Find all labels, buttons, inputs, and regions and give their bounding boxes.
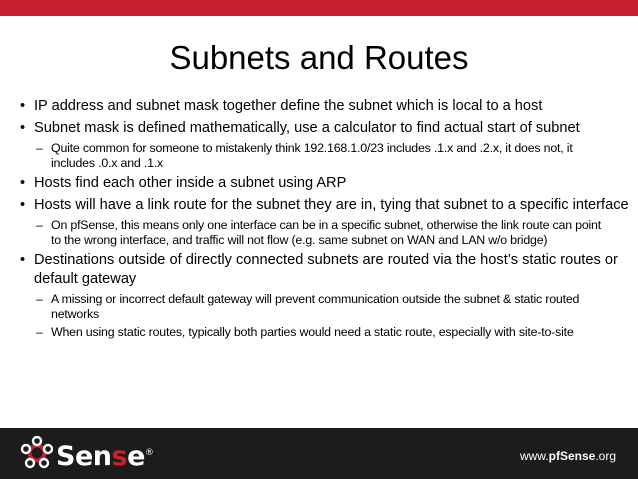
bullet-item (0, 251, 638, 289)
sub-bullet-text: On pfSense, this means only one interface can be in a specific subnet, otherwise the link route can point to the wrong interface, and traffic will not flow (e.g. same subnet on WAN and LAN w/o bridge) (51, 218, 601, 247)
logo-text-s: S (56, 441, 75, 472)
bullet-item (0, 97, 638, 116)
url-suffix: .org (595, 449, 616, 463)
bullet-dot: • (20, 120, 26, 136)
bullet-text: Hosts will have a link route for the subnet they are in, tying that subnet to a specific interface (34, 197, 629, 213)
sub-bullet-dash: – (36, 218, 43, 232)
sub-bullet-item (0, 325, 638, 340)
registered-mark: ® (144, 448, 154, 458)
slide-title: Subnets and Routes (169, 39, 469, 76)
website-url (520, 448, 616, 464)
sub-bullet-text: Quite common for someone to mistakenly think 192.168.1.0/23 includes .1.x and .2.x, it does not, it includes .0.x and .1.x (51, 141, 573, 170)
bullet-dot: • (20, 197, 26, 213)
sub-bullet-dash: – (36, 325, 43, 339)
sub-bullet-text: A missing or incorrect default gateway will prevent communication outside the subnet & static routed networks (51, 292, 580, 321)
logo-text-accent: s (111, 441, 128, 472)
logo-text-en: en (74, 441, 112, 472)
top-accent-bar (0, 0, 638, 16)
pfsense-logo-text (56, 436, 153, 474)
slide-content (0, 97, 638, 343)
sub-bullet-dash: – (36, 292, 43, 306)
sub-bullet-text: When using static routes, typically both parties would need a static route, especially with site-to-site (51, 325, 574, 339)
sub-bullet-item (0, 141, 638, 171)
bullet-dot: • (20, 98, 26, 114)
sub-bullet-dash: – (36, 141, 43, 155)
bullet-text: Destinations outside of directly connected subnets are routed via the host’s static routes or default gateway (34, 252, 618, 287)
bullet-dot: • (20, 252, 26, 268)
url-domain: pfSense (548, 449, 596, 463)
pfsense-gear-icon (20, 436, 54, 470)
bullet-text: Hosts find each other inside a subnet using ARP (34, 175, 347, 191)
logo-text-e: e (127, 441, 145, 472)
bullet-text: IP address and subnet mask together define the subnet which is local to a host (34, 98, 543, 114)
bullet-item (0, 119, 638, 138)
bullet-item (0, 196, 638, 215)
bullet-dot: • (20, 175, 26, 191)
bullet-item (0, 174, 638, 193)
url-prefix: www. (519, 449, 549, 463)
sub-bullet-item (0, 218, 638, 248)
footer-bar (0, 428, 638, 479)
sub-bullet-item (0, 292, 638, 322)
bullet-text: Subnet mask is defined mathematically, use a calculator to find actual start of subnet (34, 120, 580, 136)
